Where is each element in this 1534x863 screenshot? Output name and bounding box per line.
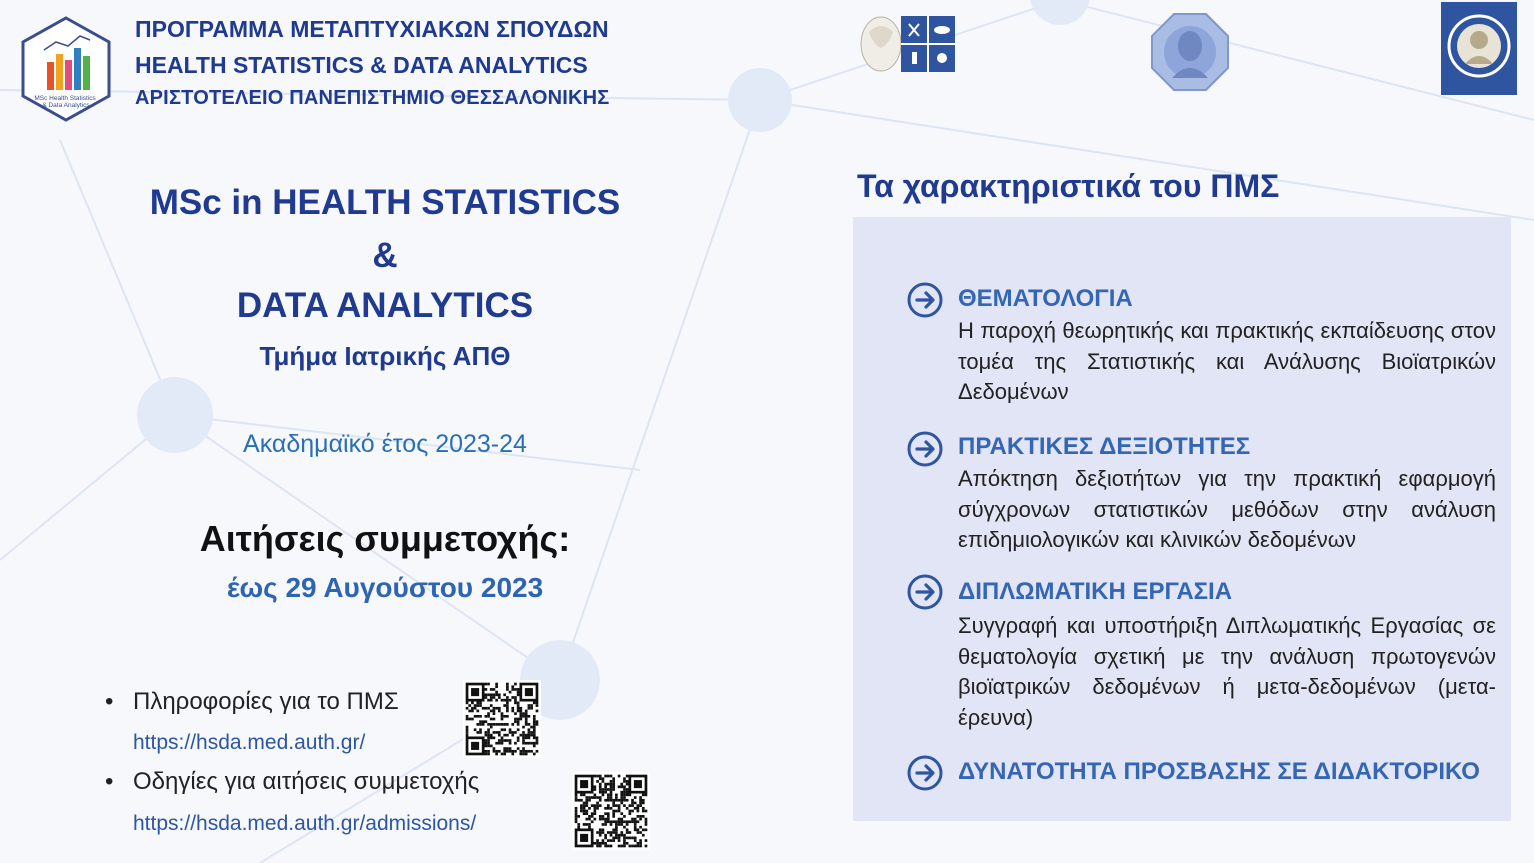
feature-text-topics: Η παροχή θεωρητικής και πρακτικής εκπαίδευσης στον τομέα της Στατιστικής και Ανάλυσης Βιοϊατρικών Δεδομένων [958,318,1496,404]
feature-heading-skills: ΠΡΑΚΤΙΚΕΣ ΔΕΞΙΟΤΗΤΕΣ [958,433,1251,460]
feature-text-thesis: Συγγραφή και υποστήριξη Διπλωματικής Εργασίας σε θεματολογία σχετική με την ανάλυση πρωτογενών βιοϊατρικών δεδομένων ή μετα-δεδομένων (μετα-έρευνα) [958,613,1496,730]
academic-year: Ακαδημαϊκό έτος 2023-24 [243,430,527,458]
arrow-circle-right-icon [906,754,944,792]
feature-heading-thesis: ΔΙΠΛΩΜΑΤΙΚΗ ΕΡΓΑΣΙΑ [958,578,1233,605]
application-deadline: έως 29 Αυγούστου 2023 [226,572,544,603]
medical-school-logo [855,14,957,74]
svg-text:MSc Health Statistics & Da: MSc Health Statistics & Data Analytics [34,95,96,109]
bullet-marker: • [105,768,114,795]
program-info-link[interactable]: https://hsda.med.auth.gr/ [133,731,366,754]
header-program-name: HEALTH STATISTICS & DATA ANALYTICS [135,52,588,78]
program-title-line2: DATA ANALYTICS [236,286,534,325]
arrow-circle-right-icon [906,281,944,319]
feature-heading-phd: ΔΥΝΑΤΟΤΗΤΑ ΠΡΟΣΒΑΣΗΣ ΣΕ ΔΙΔΑΚΤΟΡΙΚΟ [958,758,1480,785]
feature-text-skills: Απόκτηση δεξιοτήτων για την πρακτική εφαρμογή σύγχρονων στατιστικών μεθόδων στην ανάλυση επιδημιολογικών και κλινικών δεδομένων [958,466,1496,552]
admissions-bullet-item [105,768,479,796]
header-university: ΑΡΙΣΤΟΤΕΛΕΙΟ ΠΑΝΕΠΙΣΤΗΜΙΟ ΘΕΣΣΑΛΟΝΙΚΗΣ [135,87,610,109]
info-bullet-item [105,688,399,716]
department-name: Τμήμα Ιατρικής ΑΠΘ [259,341,511,371]
admissions-link[interactable]: https://hsda.med.auth.gr/admissions/ [133,812,477,835]
program-title-line1: MSc in HEALTH STATISTICS [149,183,621,222]
features-title: Τα χαρακτηριστικά του ΠΜΣ [857,168,1280,204]
feature-heading-topics: ΘΕΜΑΤΟΛΟΓΙΑ [958,285,1133,312]
qr-code-icon[interactable] [463,680,541,758]
program-logo [20,16,112,122]
qr-code-icon[interactable] [572,772,650,850]
header-program-title: ΠΡΟΓΡΑΜΜΑ ΜΕΤΑΠΤΥΧΙΑΚΩΝ ΣΠΟΥΔΩΝ [135,16,609,42]
info-label: Πληροφορίες για το ΠΜΣ [133,688,399,715]
arrow-circle-right-icon [906,430,944,468]
program-title-ampersand: & [372,236,398,275]
arrow-circle-right-icon [906,573,944,611]
university-seal [1150,12,1230,92]
bullet-marker: • [105,688,114,715]
applications-label: Αιτήσεις συμμετοχής: [199,518,571,559]
admissions-label: Οδηγίες για αιτήσεις συμμετοχής [133,768,480,795]
auth-university-logo [1441,2,1517,95]
